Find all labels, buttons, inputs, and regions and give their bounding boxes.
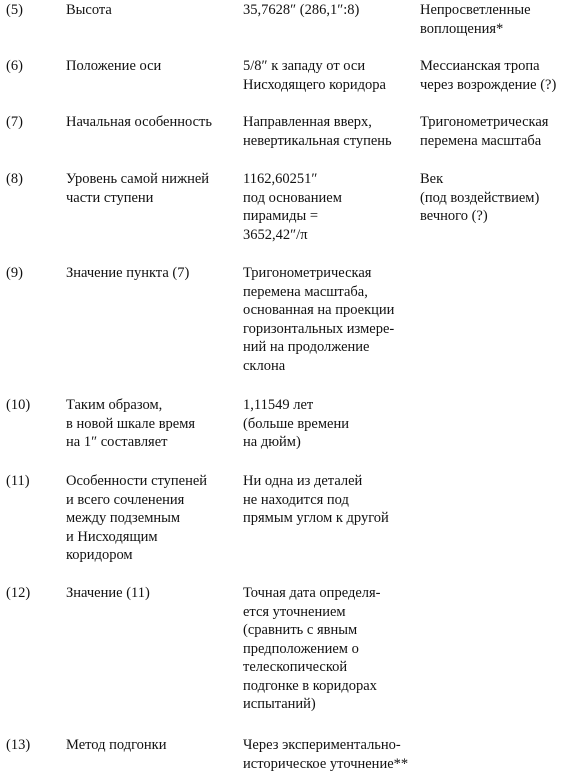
value-cell: Направленная вверх, невертикальная ступень <box>243 114 392 149</box>
feature-cell: Метод подгонки <box>66 737 167 753</box>
feature-cell: Положение оси <box>66 58 162 74</box>
feature-cell: Высота <box>66 2 112 18</box>
value-cell: Точная дата определя- ется уточнением (сравнить с явным предположением о телескопической подгонке в коридорах испытаний) <box>243 585 381 712</box>
feature-cell: Таким образом, в новой шкале время на 1″ составляет <box>66 397 196 450</box>
row-number: (7) <box>6 114 23 130</box>
value-cell: Ни одна из деталей не находится под прямым углом к другой <box>243 473 389 526</box>
feature-cell: Значение пункта (7) <box>66 265 190 281</box>
value-cell: 1162,60251″ под основанием пирамиды = 3652,42″/π <box>243 171 342 243</box>
feature-cell: Уровень самой нижней части ступени <box>66 171 210 206</box>
value-cell: Тригонометрическая перемена масштаба, основанная на проекции горизонтальных измере- ний на продолжение склона <box>243 265 395 374</box>
row-number: (6) <box>6 58 23 74</box>
symbolic-cell: Век (под воздействием) вечного (?) <box>420 171 540 224</box>
symbolic-cell: Тригонометрическая перемена масштаба <box>420 114 549 149</box>
feature-cell: Особенности ступеней и всего сочленения между подземным и Нисходящим коридором <box>66 473 208 563</box>
feature-cell: Начальная особенность <box>66 114 212 130</box>
row-number: (9) <box>6 265 23 281</box>
row-number: (10) <box>6 397 31 413</box>
value-cell: 35,7628″ (286,1″:8) <box>243 2 360 18</box>
feature-cell: Значение (11) <box>66 585 150 601</box>
row-number: (5) <box>6 2 23 18</box>
row-number: (8) <box>6 171 23 187</box>
value-cell: 1,11549 лет (больше времени на дюйм) <box>243 397 350 450</box>
row-number: (11) <box>6 473 30 489</box>
symbolic-cell: Мессианская тропа через возрождение (?) <box>420 58 557 93</box>
row-number: (13) <box>6 737 31 753</box>
symbolic-cell: Непросветленные воплощения* <box>420 2 531 37</box>
value-cell: Через экспериментально- историческое уточнение** <box>243 737 409 772</box>
row-number: (12) <box>6 585 31 601</box>
value-cell: 5/8″ к западу от оси Нисходящего коридора <box>243 58 386 93</box>
